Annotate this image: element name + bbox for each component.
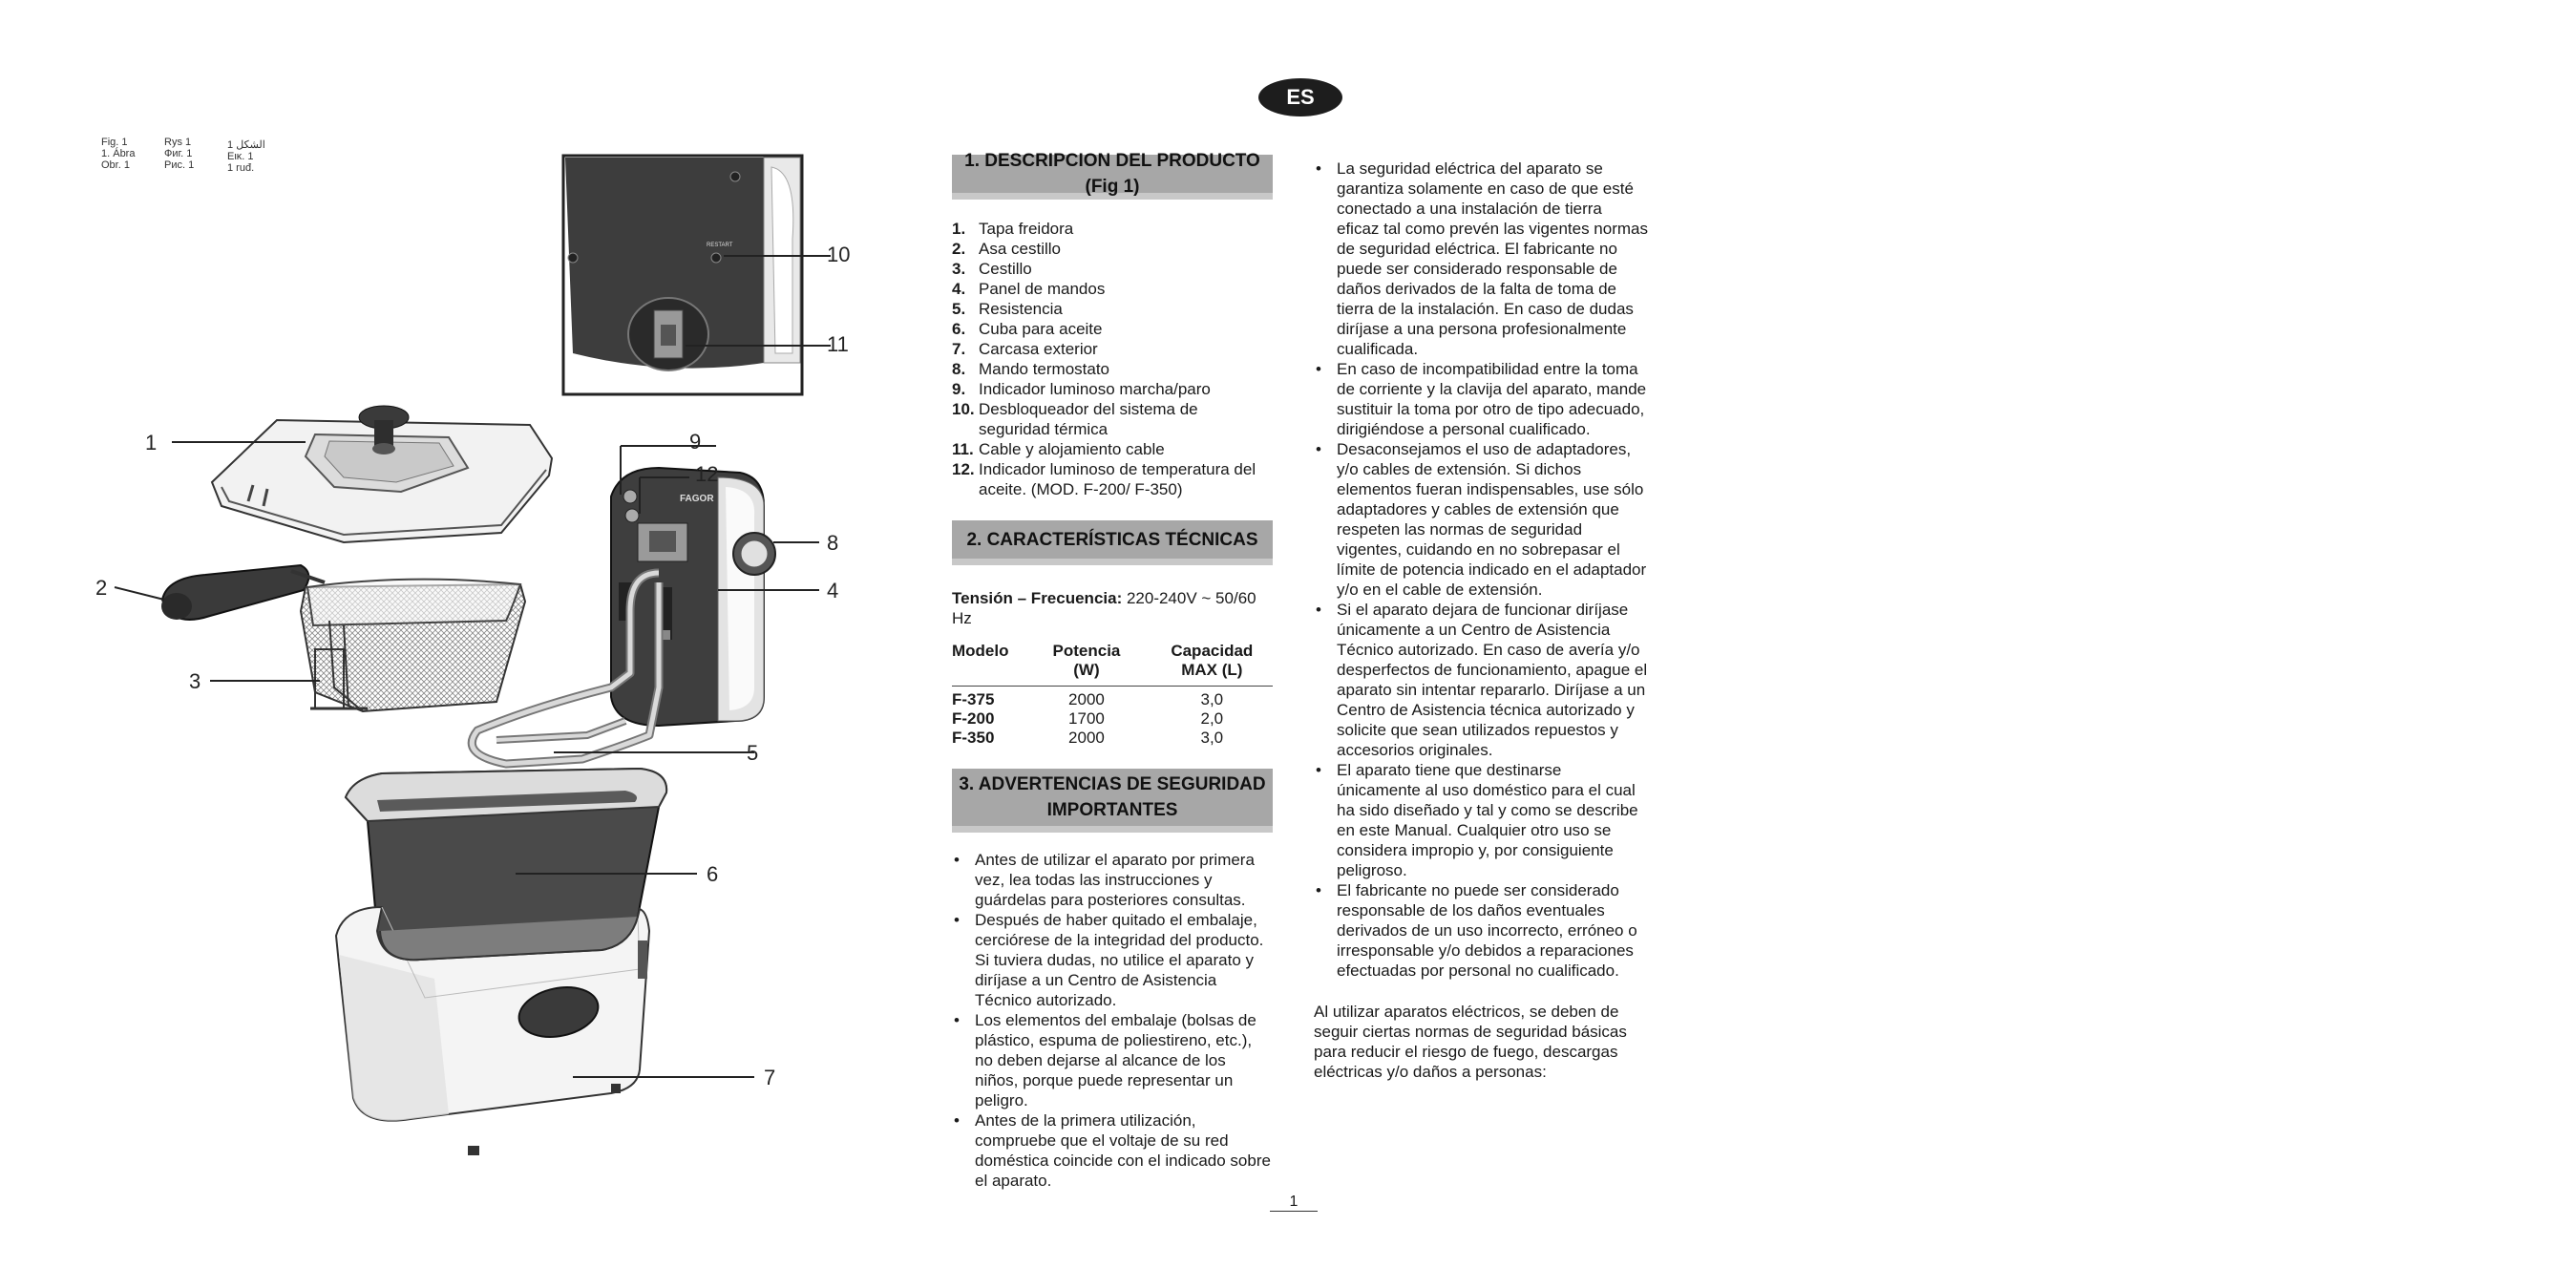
list-item: 2. Asa cestillo bbox=[952, 240, 1061, 258]
callout-5: 5 bbox=[747, 741, 759, 765]
list-item: 6. Cuba para aceite bbox=[952, 320, 1103, 338]
table-header: Potencia (W) bbox=[1052, 642, 1121, 679]
callout-3: 3 bbox=[189, 669, 201, 693]
voltage-line bbox=[952, 588, 1273, 628]
list-item: • El fabricante no puede ser considerado responsable de los daños eventuales derivados de un uso incorrecto, erróneo o irresponsable y/o debidos a reparaciones efectuadas por personal no cualificado. bbox=[1314, 880, 1648, 981]
callout-9: 9 bbox=[689, 430, 702, 454]
callout-7: 7 bbox=[764, 1066, 776, 1089]
list-item: • Desaconsejamos el uso de adaptadores, y/o cables de extensión. Si dichos elementos fueran indispensables, use sólo adaptadores y cables de extensión que respeten las normas de seguridad vigentes, cuidando en no sobrepasar el límite de potencia indicado en el adaptador y/o en el cable de extensión. bbox=[1314, 439, 1648, 600]
voltage-label: Tensión – Frecuencia: bbox=[952, 589, 1123, 607]
product-parts-list bbox=[952, 219, 1273, 499]
restart-label: RESTART bbox=[707, 243, 733, 248]
table-row: F-350 2000 3,0 bbox=[952, 729, 1224, 747]
callout-11: 11 bbox=[827, 332, 849, 356]
table-header: Capacidad MAX (L) bbox=[1171, 642, 1254, 679]
closing-paragraph: Al utilizar aparatos eléctricos, se deben de seguir ciertas normas de seguridad básicas para reducir el riesgo de fuego, descargas eléctricas y/o daños a personas: bbox=[1314, 1003, 1627, 1081]
list-item: • La seguridad eléctrica del aparato se garantiza solamente en caso de que esté conectado a una instalación de tierra eficaz tal como prevén las vigentes normas de seguridad eléctrica. El fabricante no puede ser considerado responsable de daños derivados de la falta de toma de tierra de la instalación. En caso de dudas diríjase a una persona profesionalmente cualificada. bbox=[1314, 158, 1648, 359]
list-item: • En caso de incompatibilidad entre la toma de corriente y la clavija del aparato, mande sustituir la toma por otro de tipo adecuado, dirigiéndose a personal cualificado. bbox=[1314, 359, 1648, 439]
list-item: • Antes de la primera utilización, compruebe que el voltaje de su red doméstica coincide con el indicado sobre el aparato. bbox=[952, 1110, 1273, 1191]
list-item: 9. Indicador luminoso marcha/paro bbox=[952, 380, 1211, 398]
callout-1: 1 bbox=[145, 431, 158, 454]
table-row: F-200 1700 2,0 bbox=[952, 709, 1224, 728]
table-row: F-375 2000 3,0 bbox=[952, 690, 1224, 708]
list-item: • Si el aparato dejara de funcionar diríjase únicamente a un Centro de Asistencia Técnico autorizado. En caso de avería y/o desperfectos de funcionamiento, apague el aparato sin intentar repararlo. Diríjase a un Centro de Asistencia técnica autorizado y solicite que sean utilizados repuestos y accesorios originales. bbox=[1314, 600, 1648, 760]
fig-label: Фиг. 1 bbox=[164, 148, 193, 159]
list-item: • Los elementos del embalaje (bolsas de plástico, espuma de poliestireno, etc.), no deben dejarse al alcance de los niños, porque puede representar un peligro. bbox=[952, 1010, 1273, 1110]
page-number: 1 bbox=[1270, 1194, 1318, 1212]
callout-10: 10 bbox=[827, 243, 851, 266]
voltage-value: 220-240V ~ 50/60 Hz bbox=[952, 589, 1256, 627]
list-item: • Después de haber quitado el embalaje, cerciórese de la integridad del producto. Si tuviera dudas, no utilice el aparato y diríjase a un Centro de Asistencia Técnico autorizado. bbox=[952, 910, 1273, 1010]
fig-label: Рис. 1 bbox=[164, 159, 195, 171]
fig-label: 1 الشكل bbox=[227, 139, 265, 151]
callout-8: 8 bbox=[827, 531, 839, 555]
callout-12: 12 bbox=[695, 462, 719, 486]
text-column-left bbox=[952, 151, 1273, 1191]
list-item: 10. Desbloqueador del sistema de seguridad térmica bbox=[952, 400, 1198, 438]
fig-label: 1 ruđ. bbox=[227, 162, 255, 174]
section3-heading-line2: IMPORTANTES bbox=[1046, 800, 1178, 820]
list-item: 7. Carcasa exterior bbox=[952, 340, 1098, 358]
section3-heading bbox=[952, 769, 1273, 833]
section1-heading: 1. DESCRIPCION DEL PRODUCTO (Fig 1) bbox=[952, 155, 1273, 200]
list-item: 12. Indicador luminoso de temperatura del aceite. (MOD. F-200/ F-350) bbox=[952, 460, 1256, 498]
fig-label: Rys 1 bbox=[164, 137, 192, 148]
fig-label: Fig. 1 bbox=[101, 137, 128, 148]
list-item: 3. Cestillo bbox=[952, 260, 1032, 278]
brand-label: FAGOR bbox=[680, 494, 714, 504]
fig-label: Obr. 1 bbox=[101, 159, 130, 171]
section3-heading-line1: 3. ADVERTENCIAS DE SEGURIDAD bbox=[959, 774, 1266, 794]
language-badge: ES bbox=[1258, 78, 1342, 116]
callout-2: 2 bbox=[95, 576, 108, 600]
list-item: 5. Resistencia bbox=[952, 300, 1063, 318]
list-item: • Antes de utilizar el aparato por primera vez, lea todas las instrucciones y guárdelas para posteriores consultas. bbox=[952, 850, 1273, 910]
callout-6: 6 bbox=[707, 862, 719, 886]
table-header: Modelo bbox=[952, 642, 1009, 660]
safety-bullets-left bbox=[952, 850, 1273, 1191]
list-item: 8. Mando termostato bbox=[952, 360, 1110, 378]
fryer-exploded-illustration bbox=[76, 143, 859, 1174]
spec-table bbox=[952, 642, 1273, 748]
text-column-right bbox=[1314, 158, 1648, 1082]
fig-label: 1. Ábra bbox=[101, 148, 136, 159]
list-item: • El aparato tiene que destinarse únicamente al uso doméstico para el cual ha sido diseñado y tal y como se describe en este Manual. Cualquier otro uso se considera impropio y, por consiguiente peligroso. bbox=[1314, 760, 1648, 880]
list-item: 1. Tapa freidora bbox=[952, 220, 1074, 238]
section2-heading: 2. CARACTERÍSTICAS TÉCNICAS bbox=[952, 520, 1273, 565]
fig-label: Εικ. 1 bbox=[227, 151, 254, 162]
callout-4: 4 bbox=[827, 579, 839, 602]
list-item: 4. Panel de mandos bbox=[952, 280, 1106, 298]
safety-bullets-right bbox=[1314, 158, 1648, 981]
list-item: 11. Cable y alojamiento cable bbox=[952, 440, 1165, 458]
